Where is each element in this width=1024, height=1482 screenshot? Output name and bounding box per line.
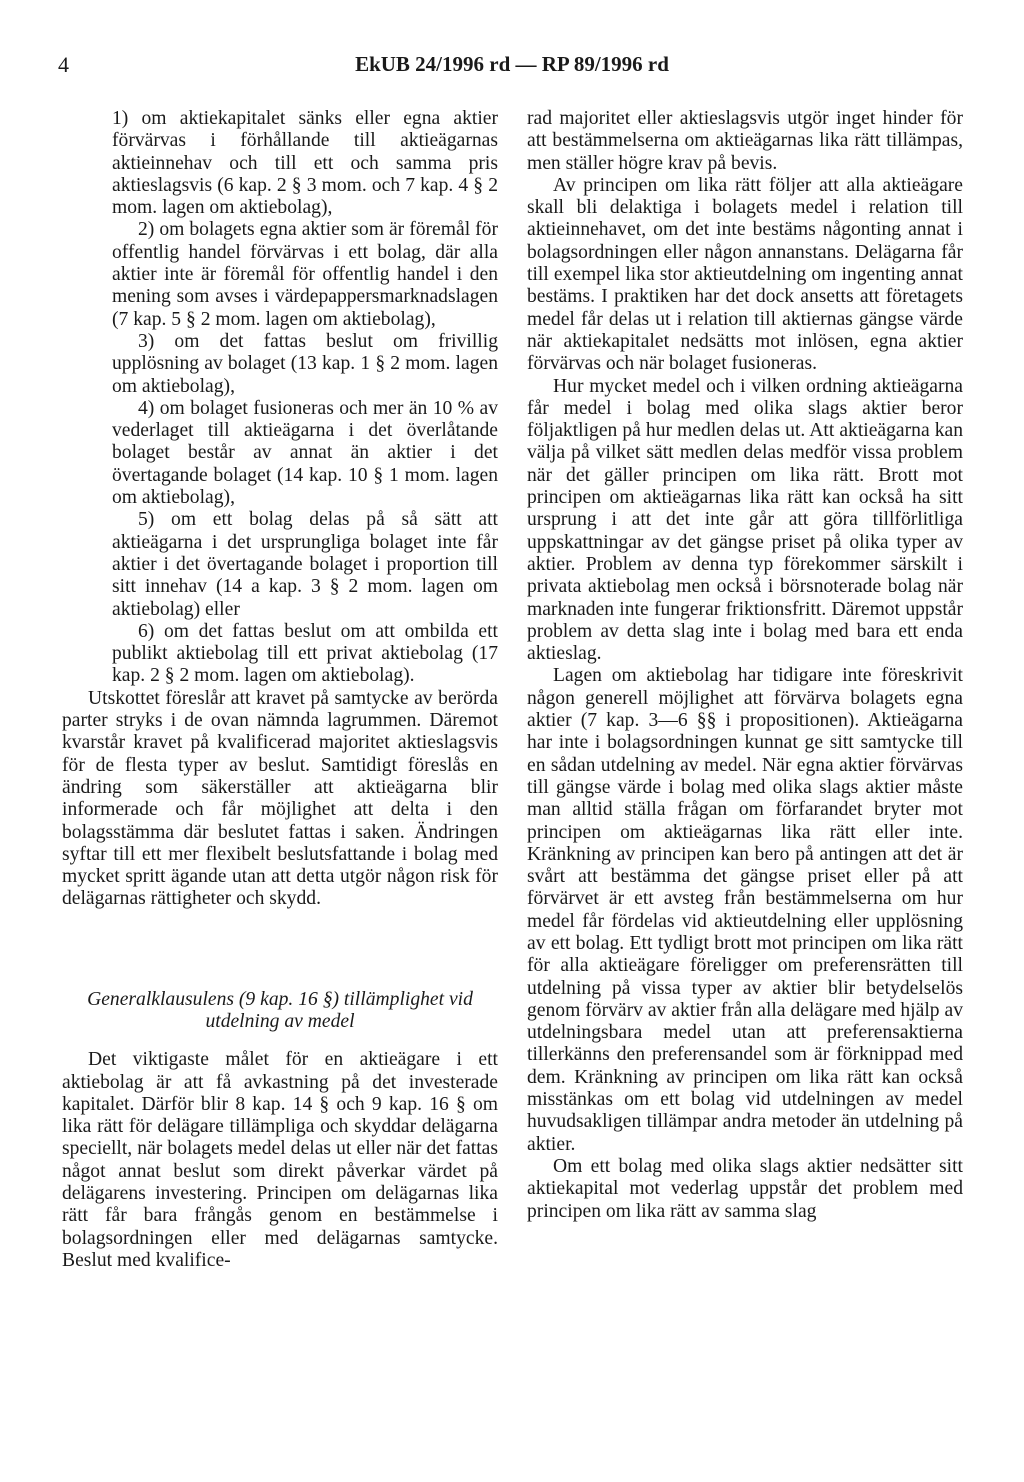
body-paragraph: Utskottet föreslår att kravet på samtycke av berörda parter stryks i de ovan nämnda lagrummen. Däremot kvarstår kravet på kvalificerad majoritet aktieslagsvis för de flesta typer av beslut. Samtidigt föreslås en ändring som säkerställer att aktieägarna blir informerade och får möjlighet att delta i den bolagsstämma där beslutet fattas i saken. Ändringen syftar till ett mer flexibelt beslutsfattande i bolag med mycket spritt ägande utan att detta utgör någon risk för delägarnas rättigheter och skydd.: [62, 687, 498, 910]
condition-list: [112, 108, 498, 688]
list-item: 2) om bolagets egna aktier som är föremål för offentlig handel förvärvas i ett bolag, där alla aktier inte är föremål för offentlig handel i den mening som avses i värdepappersmarknadslagen (7 kap. 5 § 2 mom. lagen om aktiebolag),: [112, 219, 498, 330]
running-title: EkUB 24/1996 rd — RP 89/1996 rd: [355, 52, 669, 76]
page-number: 4: [58, 52, 69, 77]
left-column: [62, 108, 498, 1272]
right-column: [527, 108, 963, 1223]
list-item: 6) om det fattas beslut om att ombilda ett publikt aktiebolag till ett privat aktiebolag (17 kap. 2 § 2 mom. lagen om aktiebolag).: [112, 620, 498, 687]
list-item: 5) om ett bolag delas på så sätt att aktieägarna i det ursprungliga bolaget inte får aktier i det övertagande bolaget i proportion till sitt innehav (14 a kap. 3 § 2 mom. lagen om aktiebolag) eller: [112, 509, 498, 620]
body-paragraph: Om ett bolag med olika slags aktier nedsätter sitt aktiekapital mot vederlag uppstår det problem med principen om lika rätt av samma slag: [527, 1155, 963, 1222]
list-item: 1) om aktiekapitalet sänks eller egna aktier förvärvas i förhållande till aktieägarnas aktieinnehav och till ett och samma pris aktieslagsvis (6 kap. 2 § 3 mom. och 7 kap. 4 § 2 mom. lagen om aktiebolag),: [112, 108, 498, 219]
body-paragraph: rad majoritet eller aktieslagsvis utgör inget hinder för att bestämmelserna om aktieägarnas lika rätt tillämpas, men ställer högre krav på bevis.: [527, 108, 963, 174]
section-subheading: Generalklausulens (9 kap. 16 §) tillämplighet vid utdelning av medel: [87, 988, 473, 1032]
body-paragraph: Hur mycket medel och i vilken ordning aktieägarna får medel i bolag med olika slags aktier beror följaktligen på hur medlen delas ut. Att aktieägarna kan välja på vilket sätt medlen delas medför vissa problem när det gäller principen om lika rätt. Brott mot principen om aktieägarnas lika rätt kan också ha sitt ursprung i att det inte går att göra tillförlitliga uppskattningar av det gängse priset på olika typer av aktier. Problem av denna typ förekommer särskilt i privata aktiebolag men också i börsnoterade bolag när marknaden inte fungerar friktionsfritt. Däremot uppstår problem av detta slag inte i bolag med bara ett enda aktieslag.: [527, 375, 963, 665]
body-paragraph: Det viktigaste målet för en aktieägare i ett aktiebolag är att få avkastning på det investerade kapitalet. Därför blir 8 kap. 14 § och 9 kap. 16 § om lika rätt för delägare tillämpliga och skyddar delägarna speciellt, när bolagets medel delas ut eller när det fattas något annat beslut som direkt påverkar värdet på delägarens investering. Principen om delägarnas lika rätt får bara frångås genom en bestämmelse i bolagsordningen eller med delägarnas samtycke. Beslut med kvalifice-: [62, 1049, 498, 1271]
list-item: 3) om det fattas beslut om frivillig upplösning av bolaget (13 kap. 1 § 2 mom. lagen om aktiebolag),: [112, 330, 498, 397]
body-paragraph: Av principen om lika rätt följer att alla aktieägare skall bli delaktiga i bolagets medel i relation till aktieinnehavet, om det inte bestäms någonting annat i bolagsordningen eller någon annanstans. Delägarna får till exempel lika stor aktieutdelning om ingenting annat bestäms. I praktiken har det dock ansetts att företagets medel får delas ut i relation till aktiernas gängse värde när aktiekapitalet nedsätts mot inlösen, egna aktier förvärvas och när bolaget fusioneras.: [527, 174, 963, 375]
body-paragraph: Lagen om aktiebolag har tidigare inte föreskrivit någon generell möjlighet att förvärva bolagets egna aktier (7 kap. 3—6 §§ i propositionen). Aktieägarna har inte i bolagsordningen kunnat ge sitt samtycke till en sådan utdelning av medel. När egna aktier förvärvas till gängse värde i bolag med olika slags aktier måste man alltid ställa frågan om förfarandet bryter mot principen om aktieägarnas lika rätt eller inte. Kränkning av principen kan bero på antingen att det är svårt att bestämma det gängse priset eller på att förvärvet är ett avsteg från bestämmelserna om hur medel får fördelas vid aktieutdelning eller upplösning av ett bolag. Ett tydligt brott mot principen om lika rätt för alla aktieägare föreligger om preferensrätten till utdelning på vissa typer av aktier blir betydelselös genom förvärv av aktier från alla delägare med hjälp av utdelningsbara medel utan att preferensaktierna tillerkänns den preferensandel som är förknippad med dem. Kränkning av principen om lika rätt kan också misstänkas om ett bolag vid utdelningen av medel huvudsakligen tillämpar andra metoder än utdelning på aktier.: [527, 665, 963, 1155]
list-item: 4) om bolaget fusioneras och mer än 10 % av vederlaget till aktieägarna i det överlåtande bolaget består av annat än aktier i det övertagande bolaget (14 kap. 10 § 1 mom. lagen om aktiebolag),: [112, 397, 498, 509]
